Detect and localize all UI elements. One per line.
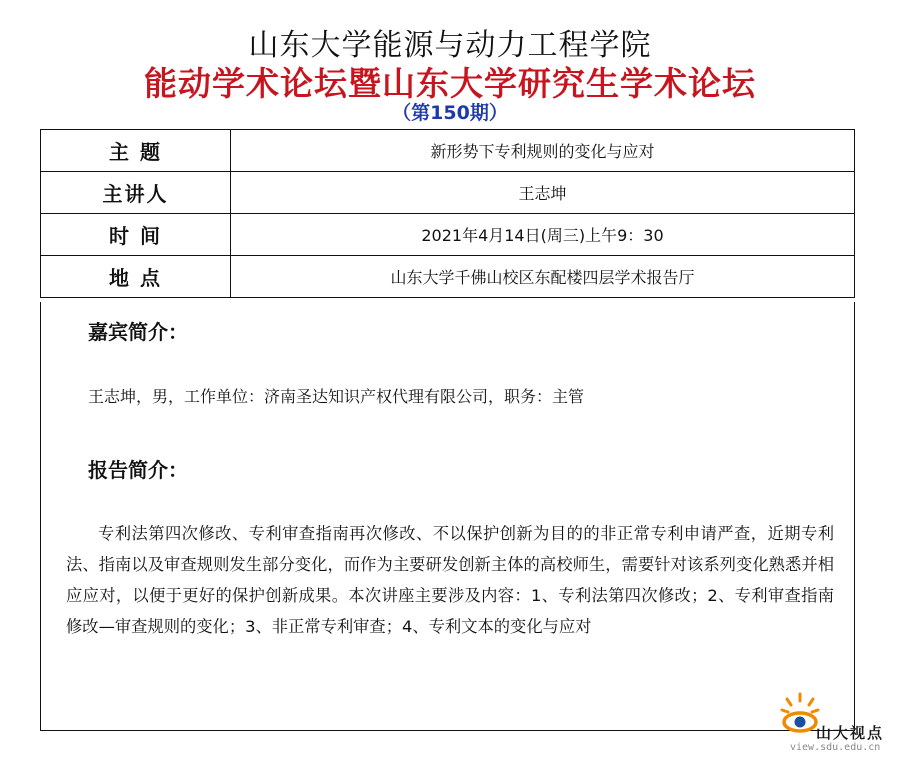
table-row-speaker <box>41 172 855 214</box>
watermark-name: 山大视点 <box>816 724 885 742</box>
table-row-topic <box>41 130 855 172</box>
info-table <box>40 129 855 298</box>
report-intro-heading: 报告简介： <box>88 458 188 482</box>
location-value: 山东大学千佛山校区东配楼四层学术报告厅 <box>231 256 855 298</box>
topic-label: 主 题 <box>41 130 231 172</box>
content-box <box>40 302 855 731</box>
time-value: 2021年4月14日(周三)上午9：30 <box>231 214 855 256</box>
watermark-url: view.sdu.edu.cn <box>790 742 881 753</box>
guest-intro-text: 王志坤，男，工作单位：济南圣达知识产权代理有限公司，职务：主管 <box>88 387 585 406</box>
header-line2: 能动学术论坛暨山东大学研究生学术论坛 <box>144 64 756 103</box>
speaker-label: 主讲人 <box>41 172 231 214</box>
table-row-time <box>41 214 855 256</box>
speaker-value: 王志坤 <box>231 172 855 214</box>
header-line1: 山东大学能源与动力工程学院 <box>248 28 652 63</box>
report-intro-text: 专利法第四次修改、专利审查指南再次修改、不以保护创新为目的的非正常专利申请严查，近期专利法、指南以及审查规则发生部分变化，而作为主要研发创新主体的高校师生，需要针对该系列变化熟悉并相应应对，以便于更好的保护创新成果。本次讲座主要涉及内容：1、专利法第四次修改；2、专利审查指南修改—审查规则的变化；3、非正常专利审查；4、专利文本的变化与应对 <box>66 524 834 636</box>
watermark <box>778 690 898 754</box>
topic-value: 新形势下专利规则的变化与应对 <box>231 130 855 172</box>
time-label: 时 间 <box>41 214 231 256</box>
location-label: 地 点 <box>41 256 231 298</box>
guest-intro-heading: 嘉宾简介： <box>88 320 188 344</box>
table-row-location <box>41 256 855 298</box>
header-line3-issue-number: （第150期） <box>392 102 508 124</box>
